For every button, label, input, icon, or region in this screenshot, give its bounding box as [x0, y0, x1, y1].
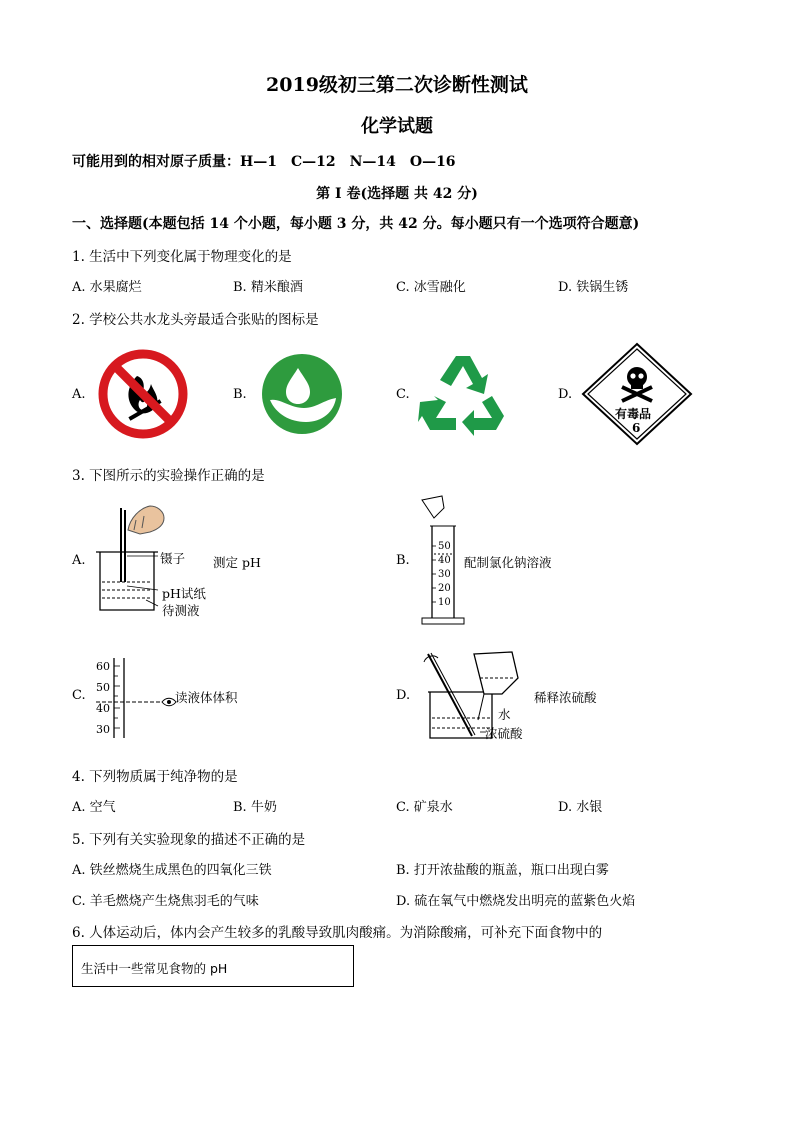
q3-c-desc: 读液体体积: [175, 690, 238, 705]
page-title: 2019级初三第二次诊断性测试: [266, 74, 528, 96]
water-label: 水: [498, 707, 511, 722]
q2-label-c[interactable]: C.: [396, 387, 410, 402]
q5-option-d[interactable]: D. 硫在氧气中燃烧发出明亮的蓝紫色火焰: [396, 894, 636, 909]
q2-label-a[interactable]: A.: [72, 387, 86, 402]
cyl-tick-30: 30: [438, 569, 451, 580]
q5-stem: 5. 下列有关实验现象的描述不正确的是: [72, 832, 306, 848]
q3-b-desc: 配制氯化钠溶液: [464, 555, 552, 570]
q3-d-desc: 稀释浓硫酸: [534, 690, 597, 705]
atomic-masses: 可能用到的相对原子质量：H—1 C—12 N—14 O—16: [72, 154, 456, 170]
q5-option-b[interactable]: B. 打开浓盐酸的瓶盖，瓶口出现白雾: [396, 863, 609, 878]
q1-option-c[interactable]: C. 冰雪融化: [396, 280, 466, 295]
water-saving-icon: [260, 352, 344, 436]
q3-label-c[interactable]: C.: [72, 688, 86, 703]
cyl-tick-50: 50: [438, 541, 451, 552]
conc-acid-label: 浓硫酸: [485, 726, 523, 741]
q4-option-c[interactable]: C. 矿泉水: [396, 800, 453, 815]
tweezers-label: 镊子: [160, 551, 186, 566]
q4-option-a[interactable]: A. 空气: [72, 800, 116, 815]
no-fire-icon: [97, 348, 189, 440]
toxic-sign-text: 有毒品: [615, 407, 652, 421]
recycle-icon: [418, 352, 508, 436]
q2-stem: 2. 学校公共水龙头旁最适合张贴的图标是: [72, 312, 319, 328]
tube-tick-40: 40: [96, 702, 110, 715]
q3-stem: 3. 下图所示的实验操作正确的是: [72, 468, 265, 484]
page-subtitle: 化学试题: [361, 116, 433, 137]
q1-option-d[interactable]: D. 铁锅生锈: [558, 280, 629, 295]
q4-option-b[interactable]: B. 牛奶: [233, 800, 277, 815]
test-liquid-label: 待测液: [162, 603, 200, 618]
q5-option-c[interactable]: C. 羊毛燃烧产生烧焦羽毛的气味: [72, 894, 259, 909]
volume-heading: 第 I 卷(选择题 共 42 分): [316, 186, 478, 202]
q3-label-d[interactable]: D.: [396, 688, 411, 703]
tube-tick-50: 50: [96, 681, 110, 694]
q1-option-a[interactable]: A. 水果腐烂: [72, 280, 142, 295]
q3-a-desc: 测定 pH: [213, 555, 261, 570]
section-heading: 一、选择题(本题包括 14 个小题，每小题 3 分，共 42 分。每小题只有一个选项符合题意): [72, 216, 640, 232]
q5-option-a[interactable]: A. 铁丝燃烧生成黑色的四氧化三铁: [72, 863, 272, 878]
q2-label-d[interactable]: D.: [558, 387, 573, 402]
q2-label-b[interactable]: B.: [233, 387, 247, 402]
cyl-tick-40: 40: [438, 555, 451, 566]
q3-label-b[interactable]: B.: [396, 553, 410, 568]
food-ph-table: [72, 945, 354, 987]
food-ph-table-title: 生活中一些常见食物的 pH: [81, 961, 228, 976]
q4-option-d[interactable]: D. 水银: [558, 800, 603, 815]
q6-stem: 6. 人体运动后，体内会产生较多的乳酸导致肌肉酸痛。为消除酸痛，可补充下面食物中的: [72, 925, 603, 941]
q1-stem: 1. 生活中下列变化属于物理变化的是: [72, 249, 292, 265]
tube-tick-30: 30: [96, 723, 110, 736]
cyl-tick-20: 20: [438, 583, 451, 594]
q3-label-a[interactable]: A.: [72, 553, 86, 568]
cyl-tick-10: 10: [438, 597, 451, 608]
tube-tick-60: 60: [96, 660, 110, 673]
toxic-sign-number: 6: [632, 421, 641, 435]
q4-stem: 4. 下列物质属于纯净物的是: [72, 769, 238, 785]
q1-option-b[interactable]: B. 精米酿酒: [233, 280, 303, 295]
ph-paper-label: pH试纸: [162, 586, 206, 601]
